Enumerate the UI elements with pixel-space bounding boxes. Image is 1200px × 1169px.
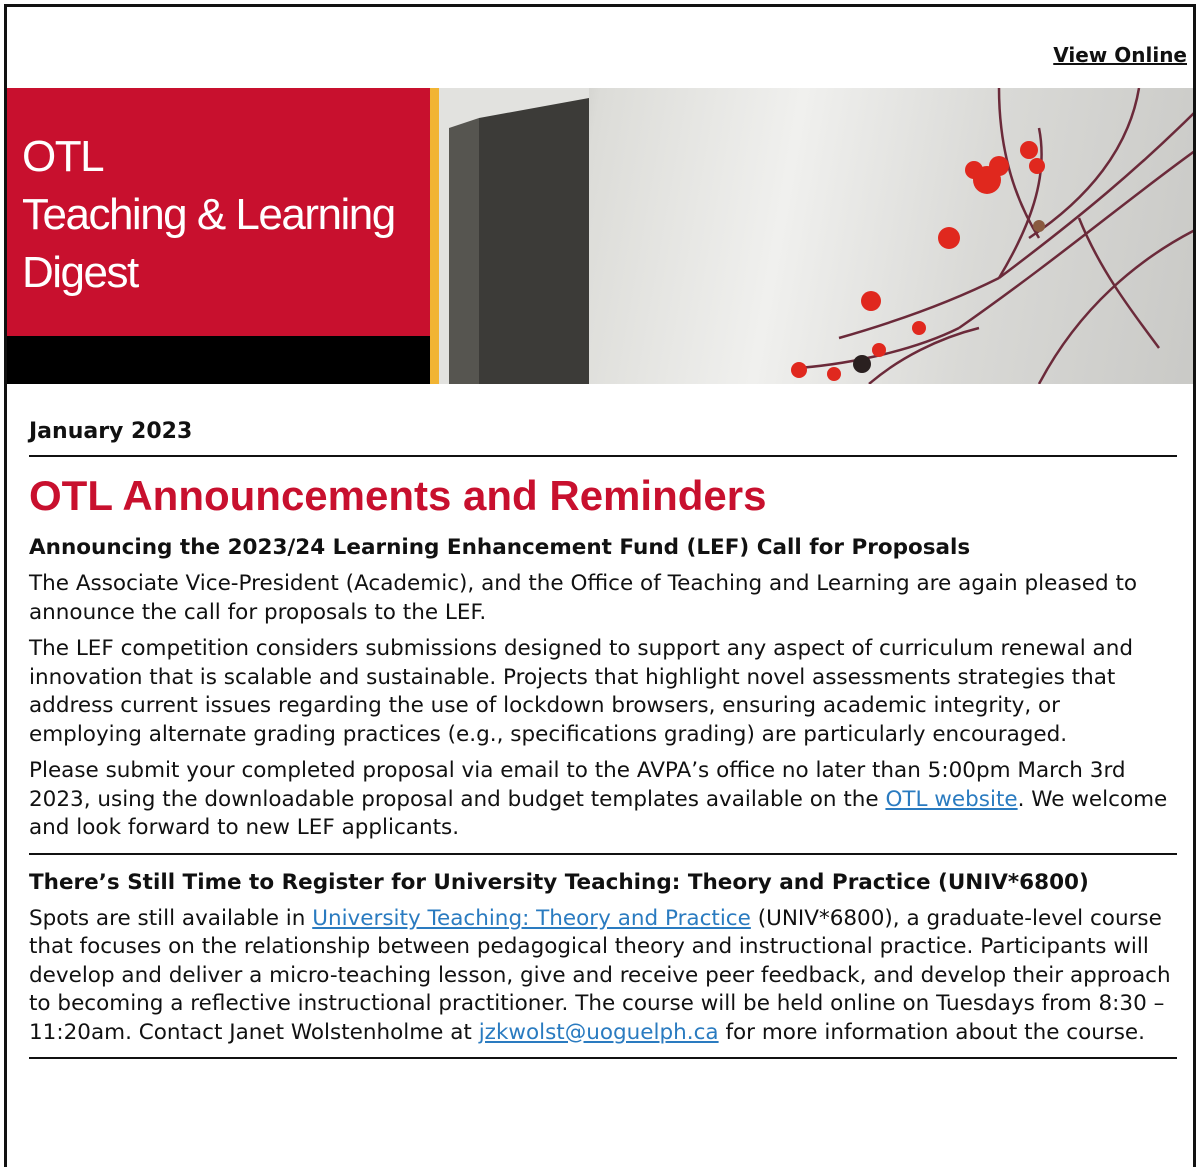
- top-bar: [7, 7, 1193, 88]
- article-title-univ6800: There’s Still Time to Register for University Teaching: Theory and Practice (UNIV*6800): [29, 869, 1089, 895]
- article-univ6800-paragraph-1: [29, 905, 1177, 1048]
- divider: [29, 455, 1177, 457]
- text-span: (UNIV*6800), a graduate-level course that focuses on the relationship between pedagogical theory and instructional practice. Participants will develop and deliver a micro-teaching lesson, give and receive peer feedback, and develop their approach to becoming a reflective instructional practitioner. The course will be held online on Tuesdays from 8:30 – 11:20am. Contact Janet Wolstenholme at: [29, 905, 1171, 1045]
- winter-berries-image: [439, 88, 1193, 384]
- banner-title-line3: Digest: [22, 248, 138, 297]
- issue-date: January 2023: [29, 419, 193, 444]
- article-lef-paragraph-3: [29, 757, 1177, 843]
- article-lef-paragraph-2: The LEF competition considers submissions designed to support any aspect of curriculum renewal and innovation that is scalable and sustainable. Projects that highlight novel assessments strategies that address current issues regarding the use of lockdown browsers, ensuring academic integrity, or employing alternate grading practices (e.g., specifications grading) are particularly encouraged.: [29, 636, 1134, 747]
- text-span: Spots are still available in: [29, 905, 313, 931]
- divider: [29, 853, 1177, 855]
- article-title-lef: Announcing the 2023/24 Learning Enhancement Fund (LEF) Call for Proposals: [29, 535, 971, 560]
- article-lef-paragraph-1: The Associate Vice-President (Academic), and the Office of Teaching and Learning are again pleased to announce the call for proposals to the LEF.: [29, 571, 1138, 625]
- university-teaching-course-link[interactable]: University Teaching: Theory and Practice: [312, 905, 751, 931]
- header-banner: [7, 88, 1193, 384]
- banner-gold-divider: [430, 88, 439, 384]
- text-span: . We welcome and look forward to new LEF applicants.: [29, 786, 1168, 840]
- section-title: OTL Announcements and Reminders: [29, 472, 767, 519]
- text-span: for more information about the course.: [718, 1019, 1145, 1045]
- divider: [29, 1057, 1177, 1059]
- text-span: Please submit your completed proposal via email to the AVPA’s office no later than 5:00pm March 3rd 2023, using the downloadable proposal and budget templates available on the: [29, 758, 1126, 812]
- otl-website-link[interactable]: OTL website: [885, 786, 1018, 812]
- email-content: [7, 417, 1193, 1059]
- view-online-link[interactable]: View Online: [1053, 43, 1187, 67]
- banner-winter-photo: [439, 88, 1193, 384]
- contact-email-link[interactable]: jzkwolst@uoguelph.ca: [478, 1019, 719, 1045]
- banner-title-line1: OTL: [22, 132, 104, 181]
- banner-black-strip: [7, 336, 430, 384]
- banner-title: [22, 128, 395, 302]
- banner-title-line2: Teaching & Learning: [22, 190, 395, 239]
- email-frame: [4, 4, 1196, 1167]
